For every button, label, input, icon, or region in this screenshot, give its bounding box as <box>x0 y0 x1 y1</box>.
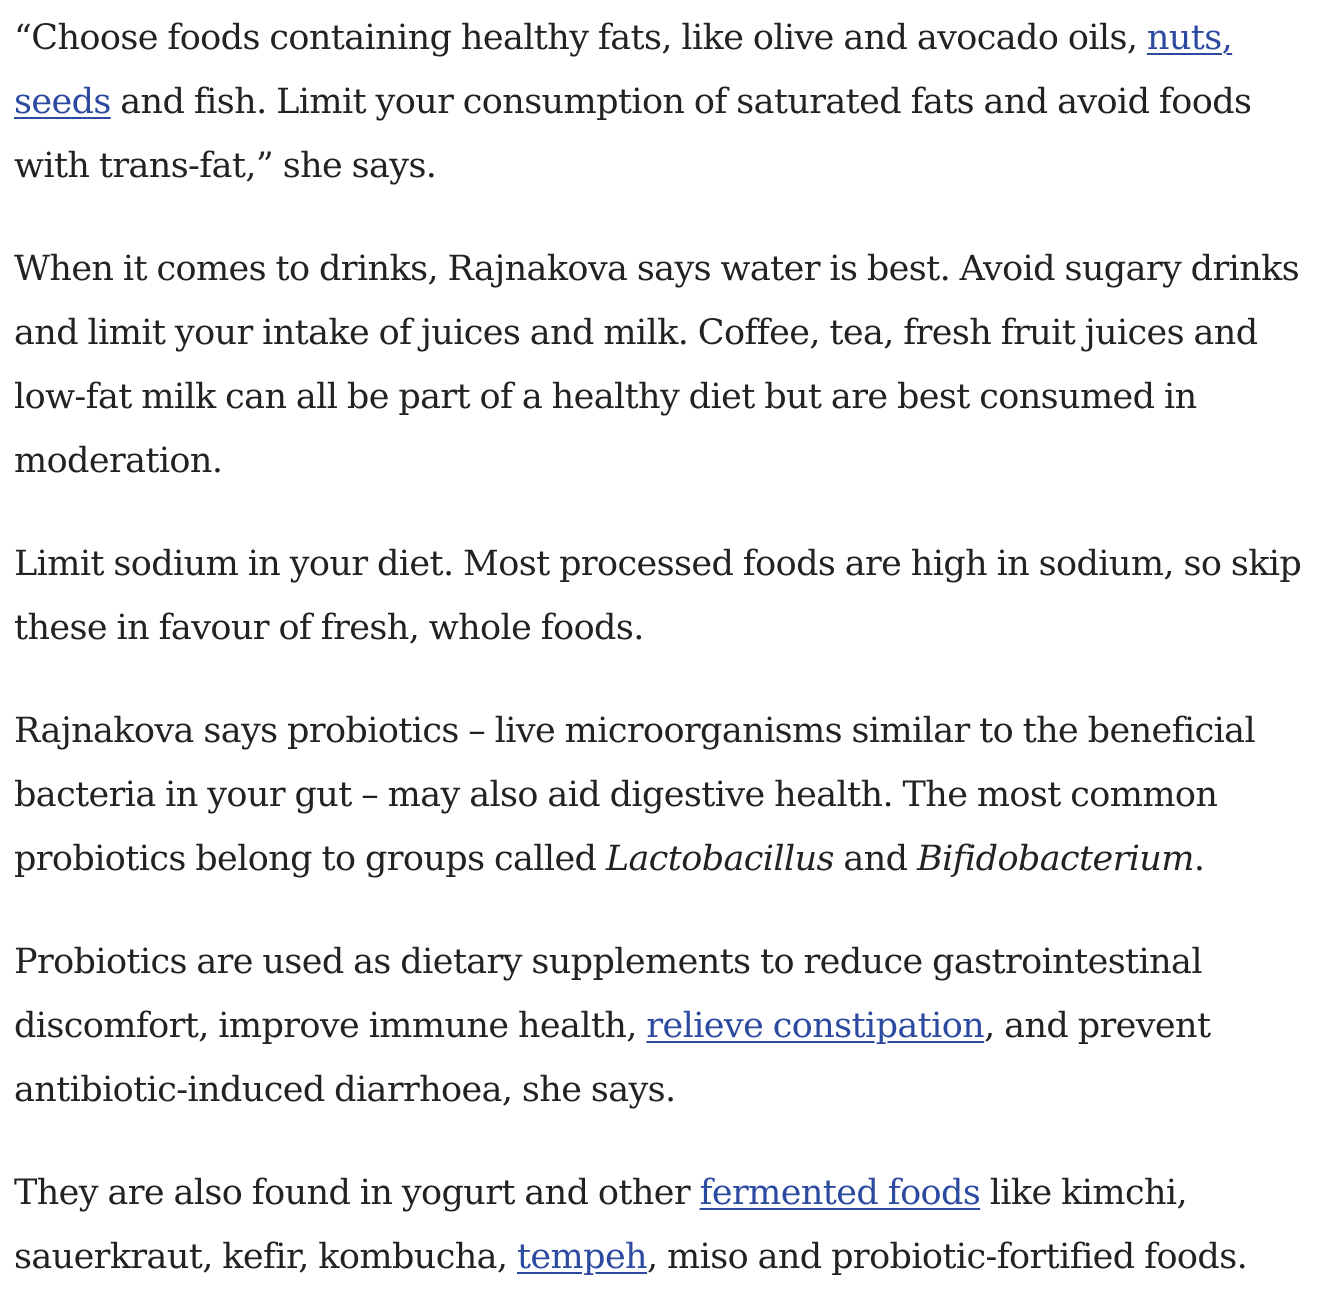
paragraph-text: “Choose foods containing healthy fats, like olive and avocado oils, <box>14 18 1147 58</box>
paragraph-drinks <box>14 237 1316 493</box>
paragraph-text: , and prevent antibiotic-induced diarrhoea, she says. <box>14 1006 1211 1110</box>
paragraph-probiotics-intro <box>14 699 1316 891</box>
paragraph-text: When it comes to drinks, Rajnakova says water is best. Avoid sugary drinks and limit your intake of juices and milk. Coffee, tea, fresh fruit juices and low-fat milk can all be part of a healthy diet but are best consumed in moderation. <box>14 249 1300 481</box>
bifidobacterium-term: Bifidobacterium <box>916 839 1194 879</box>
paragraph-text: , miso and probiotic-fortified foods. <box>647 1237 1248 1277</box>
tempeh-link[interactable]: tempeh <box>516 1237 647 1277</box>
paragraph-text: and fish. Limit your consumption of saturated fats and avoid foods with trans-fat,” she says. <box>14 82 1252 186</box>
paragraph-probiotics-uses <box>14 930 1316 1122</box>
paragraph-text: Limit sodium in your diet. Most processed foods are high in sodium, so skip these in favour of fresh, whole foods. <box>14 544 1302 648</box>
fermented-foods-link[interactable]: fermented foods <box>699 1173 981 1213</box>
paragraph-sodium <box>14 532 1316 660</box>
paragraph-text: Rajnakova says probiotics – live microorganisms similar to the beneficial bacteria in your gut – may also aid digestive health. The most common probiotics belong to groups called <box>14 711 1256 879</box>
paragraph-healthy-fats <box>14 6 1316 198</box>
paragraph-text: . <box>1193 839 1205 879</box>
paragraph-text: Probiotics are used as dietary supplements to reduce gastrointestinal discomfort, improve immune health, <box>14 942 1202 1046</box>
nuts-seeds-link[interactable]: nuts, seeds <box>14 18 1233 122</box>
paragraph-fermented-foods <box>14 1161 1316 1289</box>
lactobacillus-term: Lactobacillus <box>605 839 834 879</box>
paragraph-text: like kimchi, sauerkraut, kefir, kombucha, <box>14 1173 1188 1277</box>
paragraph-text: and <box>833 839 917 879</box>
relieve-constipation-link[interactable]: relieve constipation <box>646 1006 985 1046</box>
paragraph-text: They are also found in yogurt and other <box>14 1173 700 1213</box>
